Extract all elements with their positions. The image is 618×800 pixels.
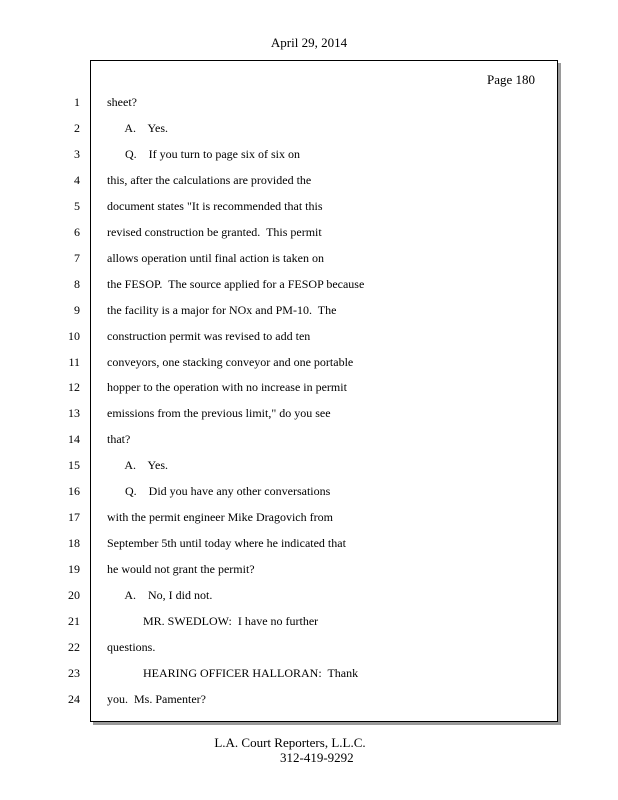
line-number: 13 xyxy=(68,406,80,420)
line-number: 19 xyxy=(68,562,80,576)
line-number: 15 xyxy=(68,458,80,472)
line-number: 18 xyxy=(68,536,80,550)
line-text: construction permit was revised to add ten xyxy=(107,329,311,343)
line-number: 11 xyxy=(68,355,80,369)
line-text: Q. If you turn to page six of six on xyxy=(107,147,300,161)
line-number: 3 xyxy=(74,147,80,161)
line-number: 12 xyxy=(68,380,80,394)
line-number: 10 xyxy=(68,329,80,343)
line-text: September 5th until today where he indicated that xyxy=(107,536,346,550)
line-number: 4 xyxy=(74,173,80,187)
line-text: this, after the calculations are provided the xyxy=(107,173,312,187)
header-date: April 29, 2014 xyxy=(270,35,348,50)
line-text: allows operation until final action is taken on xyxy=(107,251,324,265)
line-text: A. Yes. xyxy=(107,121,169,135)
line-text: you. Ms. Pamenter? xyxy=(107,692,206,706)
line-text: the facility is a major for NOx and PM-10. The xyxy=(107,303,337,317)
line-text: emissions from the previous limit," do you see xyxy=(107,406,331,420)
line-text: sheet? xyxy=(107,95,137,109)
line-number: 20 xyxy=(68,588,80,602)
line-text: MR. SWEDLOW: I have no further xyxy=(107,614,319,628)
line-number: 21 xyxy=(68,614,80,628)
line-text: that? xyxy=(107,432,131,446)
line-number: 8 xyxy=(74,277,80,291)
line-number: 23 xyxy=(68,666,80,680)
line-text: questions. xyxy=(107,640,156,654)
line-text: A. No, I did not. xyxy=(107,588,213,602)
line-number: 6 xyxy=(74,225,80,239)
line-number: 1 xyxy=(74,95,80,109)
line-text: the FESOP. The source applied for a FESOP because xyxy=(107,277,365,291)
line-text: document states "It is recommended that this xyxy=(107,199,323,213)
line-text: hopper to the operation with no increase in permit xyxy=(107,380,347,394)
line-number: 2 xyxy=(74,121,80,135)
line-text: with the permit engineer Mike Dragovich from xyxy=(107,510,333,524)
line-text: Q. Did you have any other conversations xyxy=(107,484,331,498)
line-number: 9 xyxy=(74,303,80,317)
line-number: 14 xyxy=(68,432,80,446)
line-number: 5 xyxy=(74,199,80,213)
line-text: A. Yes. xyxy=(107,458,169,472)
line-text: he would not grant the permit? xyxy=(107,562,255,576)
footer-company: L.A. Court Reporters, L.L.C. xyxy=(214,735,366,750)
page-number: Page 180 xyxy=(487,72,536,87)
line-number: 16 xyxy=(68,484,80,498)
line-text: conveyors, one stacking conveyor and one portable xyxy=(107,355,354,369)
line-number: 17 xyxy=(68,510,80,524)
line-number: 24 xyxy=(68,692,80,706)
line-text: HEARING OFFICER HALLORAN: Thank xyxy=(107,666,359,680)
line-text: revised construction be granted. This permit xyxy=(107,225,322,239)
footer-phone: 312-419-9292 xyxy=(280,750,354,765)
line-number: 22 xyxy=(68,640,80,654)
line-number: 7 xyxy=(74,251,80,265)
